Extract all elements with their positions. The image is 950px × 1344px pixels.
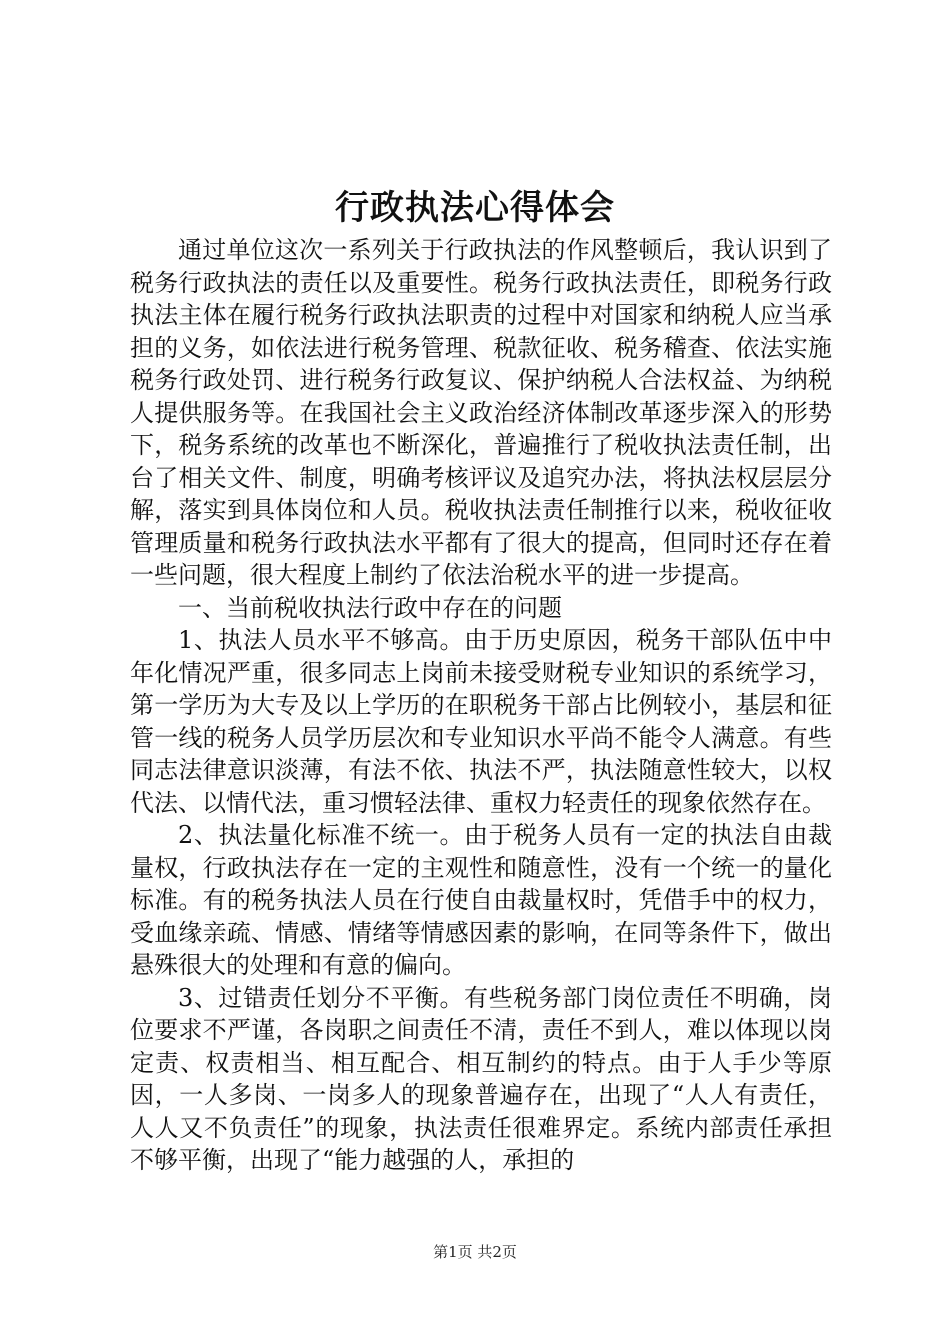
paragraph-intro: 通过单位这次一系列关于行政执法的作风整顿后，我认识到了税务行政执法的责任以及重要性。税务行政执法责任，即税务行政执法主体在履行税务行政执法职责的过程中对国家和纳税人应当承担的义务，如依法进行税务管理、税款征收、税务稽查、依法实施税务行政处罚、进行税务行政复议、保护纳税人合法权益、为纳税人提供服务等。在我国社会主义政治经济体制改革逐步深入的形势下，税务系统的改革也不断深化，普遍推行了税收执法责任制，出台了相关文件、制度，明确考核评议及追究办法，将执法权层层分解，落实到具体岗位和人员。税收执法责任制推行以来，税收征收管理质量和税务行政执法水平都有了很大的提高，但同时还存在着一些问题，很大程度上制约了依法治税水平的进一步提高。 (130, 236, 832, 589)
paragraph-item-2: 2、执法量化标准不统一。由于税务人员有一定的执法自由裁量权，行政执法存在一定的主观性和随意性，没有一个统一的量化标准。有的税务执法人员在行使自由裁量权时，凭借手中的权力，受血缘亲疏、情感、情绪等情感因素的影响，在同等条件下，做出悬殊很大的处理和有意的偏向。 (130, 821, 832, 979)
paragraph-item-3: 3、过错责任划分不平衡。有些税务部门岗位责任不明确，岗位要求不严谨，各岗职之间责任不清，责任不到人，难以体现以岗定责、权责相当、相互配合、相互制约的特点。由于人手少等原因，一人多岗、一岗多人的现象普遍存在，出现了“人人有责任，人人又不负责任”的现象，执法责任很难界定。系统内部责任承担不够平衡，出现了“能力越强的人，承担的 (130, 983, 832, 1174)
section-heading: 一、当前税收执法行政中存在的问题 (178, 593, 562, 622)
document-title: 行政执法心得体会 (335, 188, 615, 228)
page-footer: 第1页 共2页 (433, 1243, 517, 1261)
document-body (130, 234, 832, 1177)
paragraph-item-1: 1、执法人员水平不够高。由于历史原因，税务干部队伍中中年化情况严重，很多同志上岗前未接受财税专业知识的系统学习，第一学历为大专及以上学历的在职税务干部占比例较小，基层和征管一线的税务人员学历层次和专业知识水平尚不能令人满意。有些同志法律意识淡薄，有法不依、执法不严，执法随意性较大，以权代法、以情代法，重习惯轻法律、重权力轻责任的现象依然存在。 (130, 626, 832, 817)
